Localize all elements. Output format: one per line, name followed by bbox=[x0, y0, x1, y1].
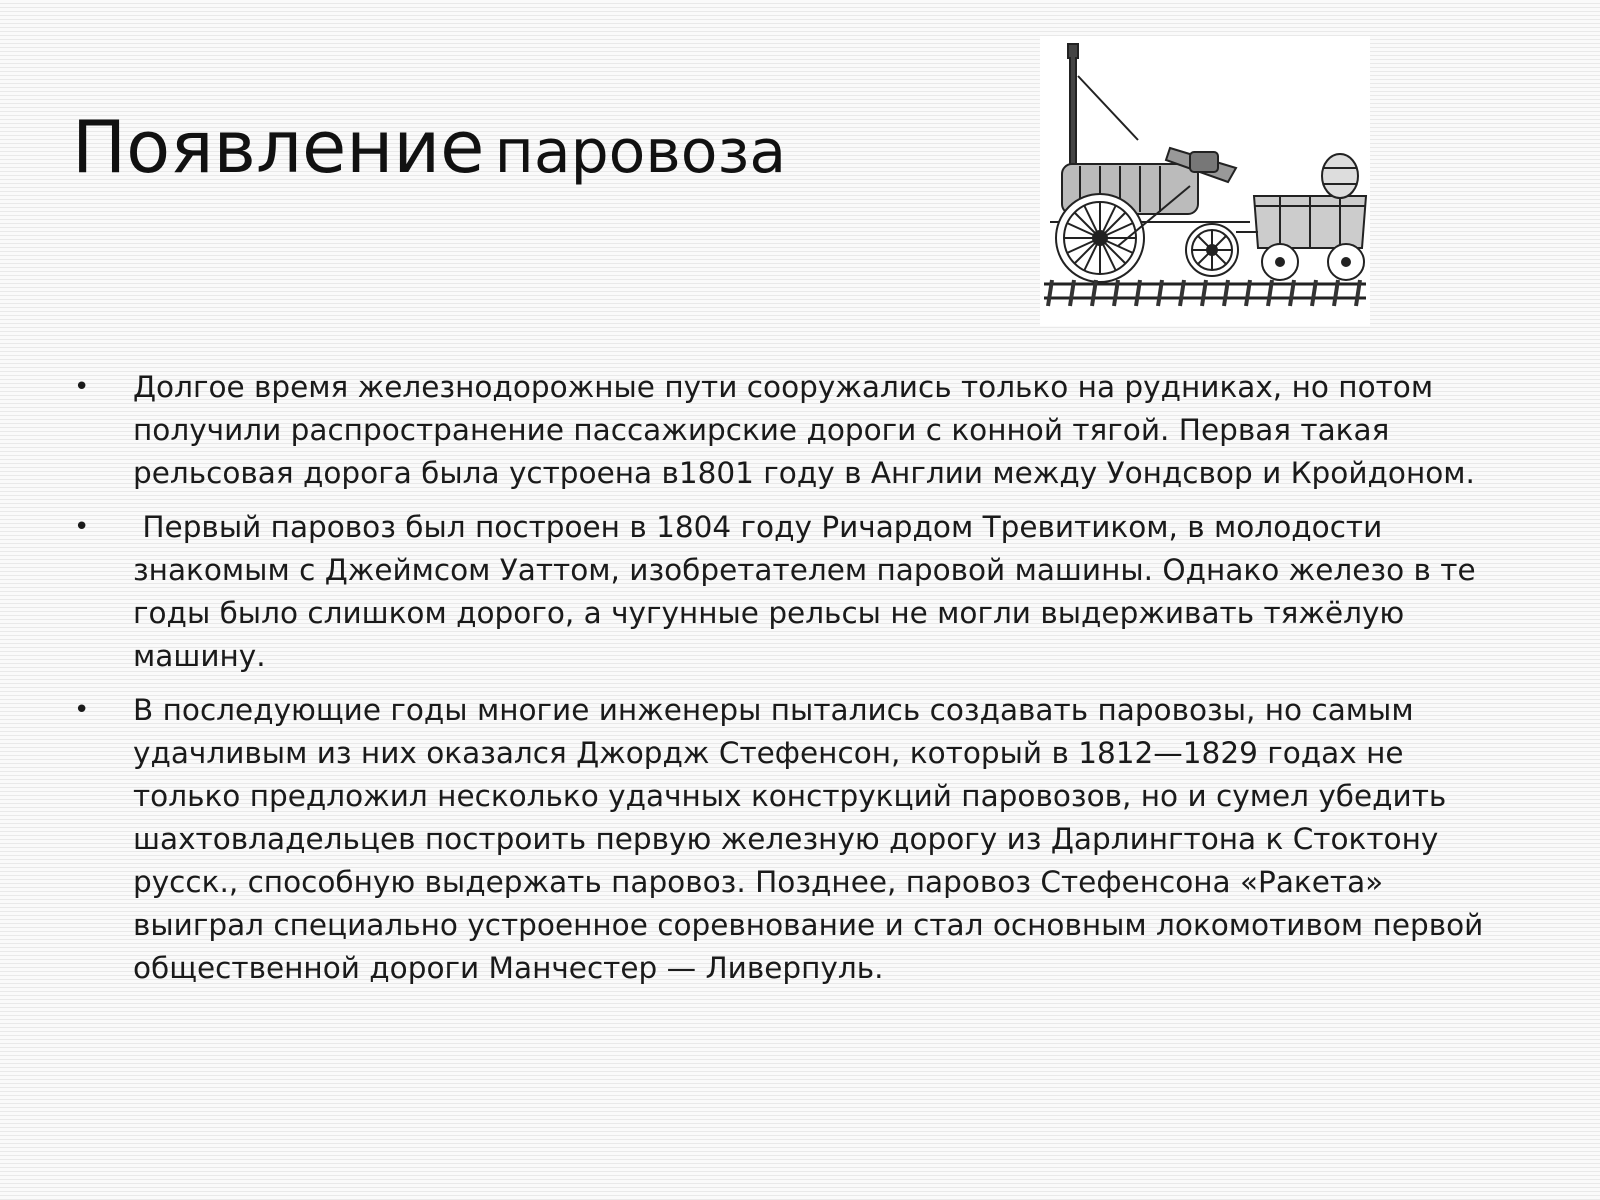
steam-locomotive-illustration bbox=[1040, 36, 1370, 326]
paragraph-text: Первый паровоз был построен в 1804 году Ричардом Тревитиком, в молодости знакомым с Джеймсом Уаттом, изобретателем паровой машины. Однако железо в те годы было слишком дорого, а чугунные рельсы не могли выдерживать тяжёлую машину. bbox=[133, 510, 1476, 673]
slide-title-word-1: Появление bbox=[72, 105, 485, 189]
paragraph-text: В последующие годы многие инженеры пытались создавать паровозы, но самым удачливым из них оказался Джордж Стефенсон, который в 1812—1829 годах не только предложил несколько удачных конструкций паровозов, но и сумел убедить шахтовладельцев построить первую железную дорогу из Дарлингтона к Стоктону русск., способную выдержать паровоз. Позднее, паровоз Стефенсона «Ракета» выиграл специально устроенное соревнование и стал основным локомотивом первой общественной дороги Манчестер — Ливерпуль. bbox=[133, 693, 1484, 985]
bullet-icon: • bbox=[74, 695, 90, 725]
list-item bbox=[72, 506, 1492, 678]
list-item bbox=[72, 366, 1492, 495]
list-item bbox=[72, 689, 1492, 990]
slide-title bbox=[72, 105, 787, 189]
steam-locomotive-icon bbox=[1040, 36, 1370, 326]
content-bullet-list bbox=[72, 366, 1492, 1001]
slide-title-word-2: паровоза bbox=[494, 117, 787, 187]
bullet-icon: • bbox=[74, 512, 90, 542]
bullet-icon: • bbox=[74, 372, 90, 402]
paragraph-text: Долгое время железнодорожные пути сооружались только на рудниках, но потом получили распространение пассажирские дороги с конной тягой. Первая такая рельсовая дорога была устроена в1801 году в Англии между Уондсвор и Кройдоном. bbox=[133, 370, 1475, 490]
